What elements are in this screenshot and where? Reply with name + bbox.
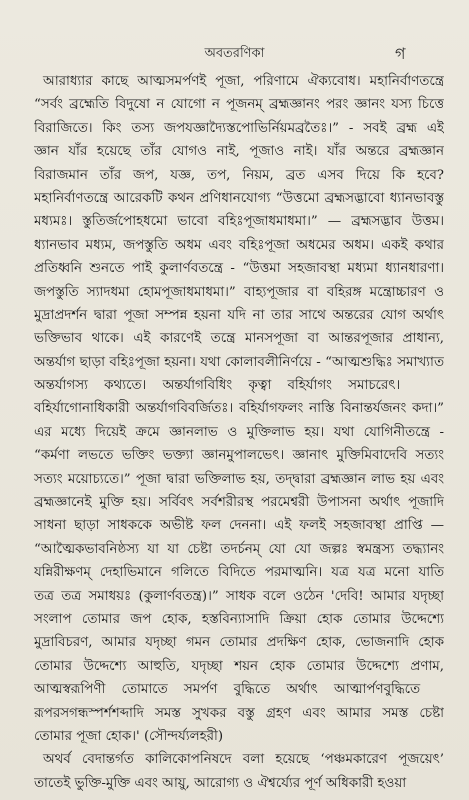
text-line: সংলাপ তোমার জপ হোক, হস্তবিন্যাসাদি ক্রিয়া হোক তোমার উদ্দেশ্যে	[34, 611, 444, 627]
text-line: ব্রহ্মজ্ঞানেই মুক্তি হয়। সর্বিবৎ সর্বশরীরস্থ পরমেশ্বরী উপাসনা অর্থাৎ পূজাদি	[34, 495, 444, 511]
text-line: অন্তর্যাগ ছাড়া বহিঃপূজা হয়না। যথা কোলাবলীনির্ণয়ে - “আত্মশুদ্ধিঃ সমাখ্যাত	[34, 354, 444, 370]
running-head	[0, 44, 469, 64]
text-line: বিরাজিতে। কিং তস্য জপযজ্ঞাদ্যৈস্তপোভির্নিয়মব্রতৈঃ।” - সবই ব্রহ্ম এই	[34, 120, 444, 136]
text-line: মধ্যমঃ। স্তুতির্জপোহধমো ভাবো বহিঃপূজাধমাধমা।” — ব্রহ্মসদ্ভাব উত্তম।	[34, 214, 444, 230]
text-line: “সর্বং ব্রহ্মেতি বিদুষো ন যোগো ন পূজনম্ ব্রহ্মজ্ঞানং পরং জ্ঞানং যস্য চিত্তে	[34, 97, 444, 113]
text-line: তোমার উদ্দেশ্যে আহুতি, যদৃচ্ছা শয়ন হোক তোমার উদ্দেশ্যে প্রণাম,	[34, 658, 444, 674]
text-line: সাধনা ছাড়া সাধককে অভীষ্ট ফল দেননা। এই ফলই সহজাবস্থা প্রাপ্তি —	[34, 518, 444, 534]
text-line: তাতেই ভুক্তি-মুক্তি এবং আয়ু, আরোগ্য ও ঐশ্বর্য্যের পূর্ণ অধিকারী হওয়া	[34, 775, 407, 791]
text-line: ভক্তিভাব থাকে। এই কারণেই তন্ত্রে মানসপূজা বা আন্তরপূজার প্রাধান্য,	[34, 331, 444, 347]
text-line: সত্যং ময়োচ্যতে।” পূজা দ্বারা ভক্তিলাভ হয়, তদ্দ্বারা ব্রহ্মজ্ঞান লাভ হয় এবং	[34, 471, 444, 487]
body-text	[34, 70, 444, 795]
text-line: তোমার পূজা হোক।' (সৌন্দর্য্যলহরী)	[34, 728, 224, 744]
text-line: “কর্মণা লভতে ভক্তিং ভক্ত্যা জ্ঞানমুপালভেৎ। জ্ঞানাৎ মুক্তিমিবাদেবি সত্যং	[34, 448, 444, 464]
text-line: মুদ্রাবিচরণ, আমার যদৃচ্ছা গমন তোমার প্রদক্ষিণ হোক, ভোজনাদি হোক	[34, 635, 444, 651]
text-line: প্রতিধ্বনি শুনতে পাই কুলার্ণবতন্ত্রে - “উত্তমা সহজাবস্থা মধ্যমা ধ্যানধারণা।	[34, 261, 444, 277]
text-line: আরাধ্যার কাছে আত্মসমর্পণই পূজা, পরিণামে ঐক্যবোধ। মহানির্বাণতন্ত্রে	[43, 74, 444, 89]
text-line: জপস্তুতি স্যাদধমা হোমপূজাধমাধমা।” বাহ্যপূজার বা বহিরঙ্গ মন্ত্রোচ্চারণ ও	[34, 284, 444, 300]
page-marker: গ	[395, 44, 406, 63]
text-line: ধ্যানভাব মধ্যম, জপস্তুতি অধম এবং বহিঃপূজা অধমের অধম। একই কথার	[34, 237, 444, 253]
text-line: অন্তর্যাগস্য কথ্যতে। অন্তর্যাগবিধিং কৃত্বা বহির্যাগং সমাচরেৎ।	[34, 378, 401, 394]
text-line: বিরাজমান তাঁর জপ, যজ্ঞ, তপ, নিয়ম, ব্রত এসব দিয়ে কি হবে?	[34, 167, 444, 183]
text-line: বহির্যাগোনাধিকারী অন্তর্যাগবিবর্জিতঃ। বহির্যাগফলং নাস্তি বিনান্তর্যজনং কদা।”	[34, 401, 444, 417]
text-line: এর মধ্যে দিয়েই ক্রমে জ্ঞানলাভ ও মুক্তিলাভ হয়। যথা যোগিনীতন্ত্রে -	[34, 424, 444, 440]
text-line: তত্র তত্র সমাধয়ঃ (কুলার্ণবতন্ত্র)।” সাধক বলে ওঠেন 'দেবি! আমার যদৃচ্ছা	[34, 588, 444, 604]
text-line: রূপরসগন্ধস্পর্শশব্দাদি সমস্ত সুখকর বস্তু গ্রহণ এবং আমার সমস্ত চেষ্টা	[34, 705, 444, 721]
text-line: মহানির্বাণতন্ত্রে আরেকটি কথন প্রণিধানযোগ্য “উত্তমো ব্রহ্মসদ্ভাবো ধ্যানভাবস্তু	[34, 190, 444, 206]
text-line: “আত্মৈকভাবনিষ্ঠস্য যা যা চেষ্টা তদর্চনম্ যো যো জল্পঃ স্বমন্ত্রস্য তদ্ধ্যানং	[34, 541, 444, 557]
text-line: জ্ঞান যাঁর হয়েছে তাঁর যোগও নাই, পূজাও নাই। যাঁর অন্তরে ব্রহ্মজ্ঞান	[34, 144, 444, 160]
text-line: অথর্ব বেদান্তর্গত কালিকোপনিষদে বলা হয়েছে ‘পঞ্চমকারেণ পূজয়েৎ’	[43, 752, 444, 768]
text-line: আত্মস্বরূপিণী তোমাতে সমর্পণ বুদ্ধিতে অর্থাৎ আত্মার্পণবুদ্ধিতে	[34, 682, 421, 698]
text-line: যন্নিরীক্ষণম্ দেহাভিমানে গলিতে বিদিতে পরমাত্মনি। যত্র যত্র মনো যাতি	[34, 565, 444, 581]
text-line: মুদ্রাপ্রদর্শন দ্বারা পূজা সম্পন্ন হয়না যদি না তার সাথে অন্তরের যোগ অর্থাৎ	[34, 307, 444, 323]
running-title: অবতরণিকা	[204, 46, 265, 61]
